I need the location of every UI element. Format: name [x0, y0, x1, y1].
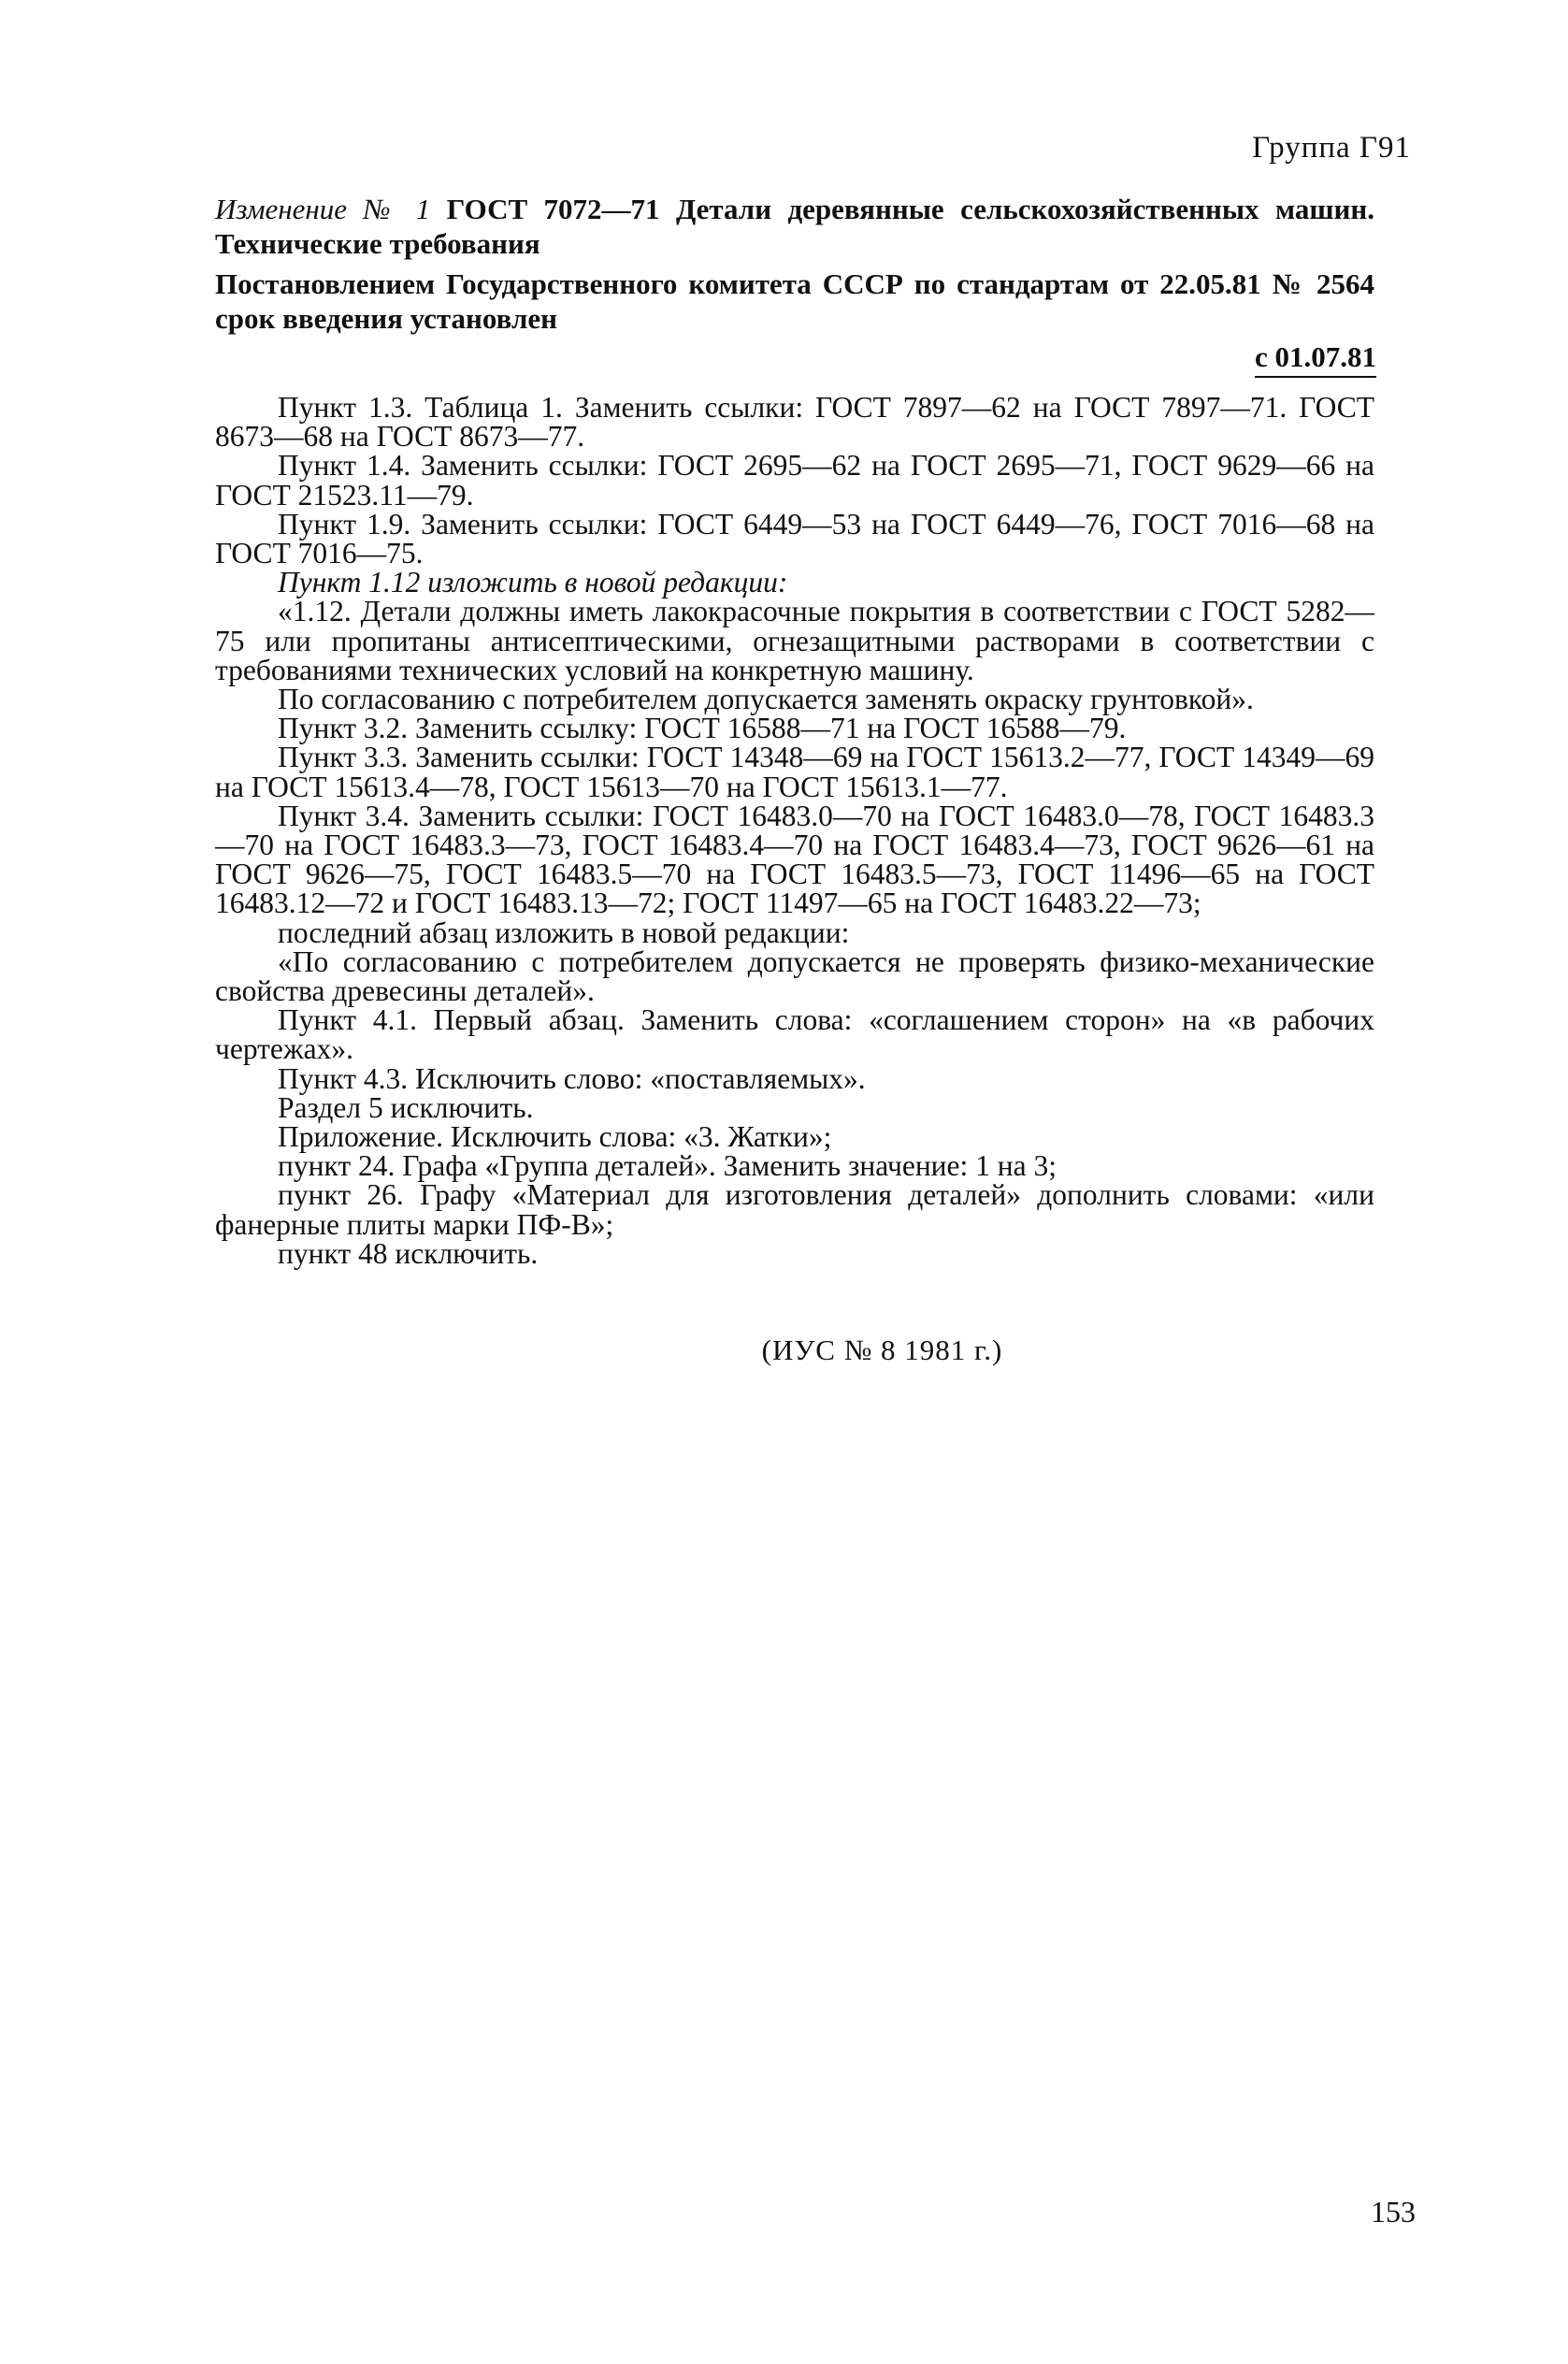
- source-reference: [0, 1333, 1568, 1367]
- paragraph-4-3: Пункт 4.3. Исключить слово: «поставляемых».: [278, 1061, 866, 1095]
- paragraph-item-24: пункт 24. Графа «Группа деталей». Заменить значение: 1 на 3;: [278, 1149, 1057, 1183]
- document-body: [215, 393, 1374, 1268]
- paragraph-section-5: Раздел 5 исключить.: [278, 1090, 534, 1124]
- paragraph-1-3: Пункт 1.3. Таблица 1. Заменить ссылки: ГОСТ 7897—62 на ГОСТ 7897—71. ГОСТ 8673—68 на ГОСТ 8673—77.: [215, 391, 1374, 454]
- amendment-subject: ГОСТ 7072—71 Детали деревянные сельскохозяйственных машин. Технические требования: [215, 193, 1374, 260]
- group-label: Группа Г91: [1252, 131, 1411, 165]
- paragraph-1-9: Пункт 1.9. Заменить ссылки: ГОСТ 6449—53 на ГОСТ 6449—76, ГОСТ 7016—68 на ГОСТ 7016—75.: [215, 507, 1374, 570]
- source-text: (ИУС № 8 1981 г.): [761, 1333, 1003, 1366]
- paragraph-3-4: Пункт 3.4. Заменить ссылки: ГОСТ 16483.0—70 на ГОСТ 16483.0—78, ГОСТ 16483.3—70 на ГОСТ 16483.3—73, ГОСТ 16483.4—70 на ГОСТ 16483.4—73, ГОСТ 9626—61 на ГОСТ 9626—75, ГОСТ 16483.5—70 на ГОСТ 16483.5—73, ГОСТ 11496—65 на ГОСТ 16483.12—72 и ГОСТ 16483.13—72; ГОСТ 11497—65 на ГОСТ 16483.22—73;: [215, 799, 1374, 920]
- paragraph-1-12-text: «1.12. Детали должны иметь лакокрасочные покрытия в соответствии с ГОСТ 5282—75 или пропитаны антисептическими, огнезащитными растворами в соответствии с требованиями технических условий на конкретную машину.: [215, 595, 1374, 686]
- paragraph-last-abzac: последний абзац изложить в новой редакции:: [278, 915, 850, 949]
- paragraph-4-1: Пункт 4.1. Первый абзац. Заменить слова: «соглашением сторон» на «в рабочих чертежах».: [215, 1003, 1374, 1066]
- amendment-title: [215, 192, 1374, 261]
- paragraph-3-3: Пункт 3.3. Заменить ссылки: ГОСТ 14348—69 на ГОСТ 15613.2—77, ГОСТ 14349—69 на ГОСТ 15613.4—78, ГОСТ 15613—70 на ГОСТ 15613.1—77.: [215, 741, 1374, 803]
- paragraph-appendix: Приложение. Исключить слова: «3. Жатки»;: [278, 1120, 832, 1154]
- page-number: 153: [1371, 2195, 1416, 2228]
- paragraph-item-26: пункт 26. Графу «Материал для изготовления деталей» дополнить словами: «или фанерные плиты марки ПФ-В»;: [215, 1178, 1374, 1241]
- paragraph-physmech: «По согласованию с потребителем допускается не проверять физико-механические свойства древесины деталей».: [215, 944, 1374, 1008]
- paragraph-coordination: По согласованию с потребителем допускается заменять окраску грунтовкой».: [278, 683, 1254, 716]
- amendment-number: Изменение № 1: [215, 193, 431, 225]
- paragraph-item-48: пункт 48 исключить.: [278, 1236, 539, 1270]
- paragraph-3-2: Пункт 3.2. Заменить ссылку: ГОСТ 16588—71 на ГОСТ 16588—79.: [278, 712, 1127, 745]
- decree-text: Постановлением Государственного комитета СССР по стандартам от 22.05.81 № 2564 срок введения установлен: [215, 267, 1374, 335]
- paragraph-1-4: Пункт 1.4. Заменить ссылки: ГОСТ 2695—62 на ГОСТ 2695—71, ГОСТ 9629—66 на ГОСТ 21523.11—79.: [215, 449, 1374, 512]
- effective-date: с 01.07.81: [1255, 340, 1376, 378]
- paragraph-1-12-intro: Пункт 1.12 изложить в новой редакции:: [278, 566, 788, 599]
